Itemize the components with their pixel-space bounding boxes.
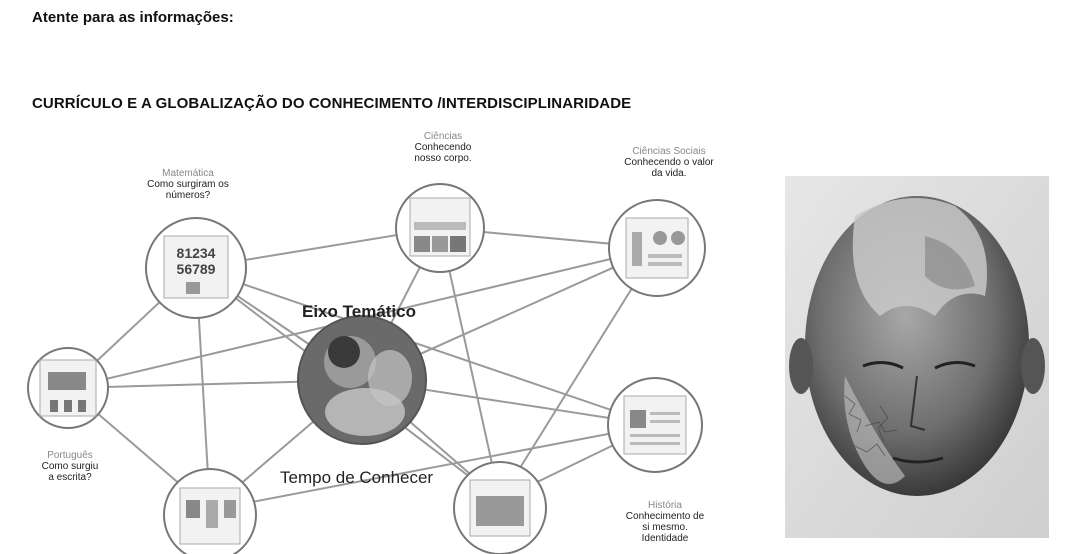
social-subject: Ciências Sociais [632,146,706,157]
history-question: Conhecimento de si mesmo. Identidade [625,511,705,544]
axis-subtitle: Tempo de Conhecer [280,468,434,487]
science-question: Conhecendo nosso corpo. [414,142,472,164]
math-question: Como surgiram os números? [147,179,229,201]
history-label [620,500,710,544]
section-heading: CURRÍCULO E A GLOBALIZAÇÃO DO CONHECIMENTO /INTERDISCIPLINARIDADE [32,95,632,112]
science-subject: Ciências [423,131,463,142]
portuguese-label [30,450,110,483]
world-map-head-image [785,176,1049,538]
math-digits-line1: 81234 [176,245,216,261]
math-subject: Matemática [162,168,214,179]
center-node [298,316,426,444]
portuguese-node [28,348,108,428]
math-digits-line2: 56789 [176,261,216,277]
bottom-left-node [164,469,256,554]
history-subject: História [648,500,682,511]
science-label [398,131,488,164]
math-label [138,168,238,201]
history-doc-node [608,378,702,472]
portuguese-question: Como surgiu a escrita? [41,461,99,483]
math-node [146,218,246,318]
social-node [609,200,705,296]
portuguese-subject: Português [47,450,93,461]
bottom-middle-node [454,462,546,554]
science-node [396,184,484,272]
intro-text: Atente para as informações: [32,9,234,26]
social-label [614,146,724,179]
axis-title: Eixo Temático [302,302,416,321]
social-question: Conhecendo o valor da vida. [624,157,714,179]
